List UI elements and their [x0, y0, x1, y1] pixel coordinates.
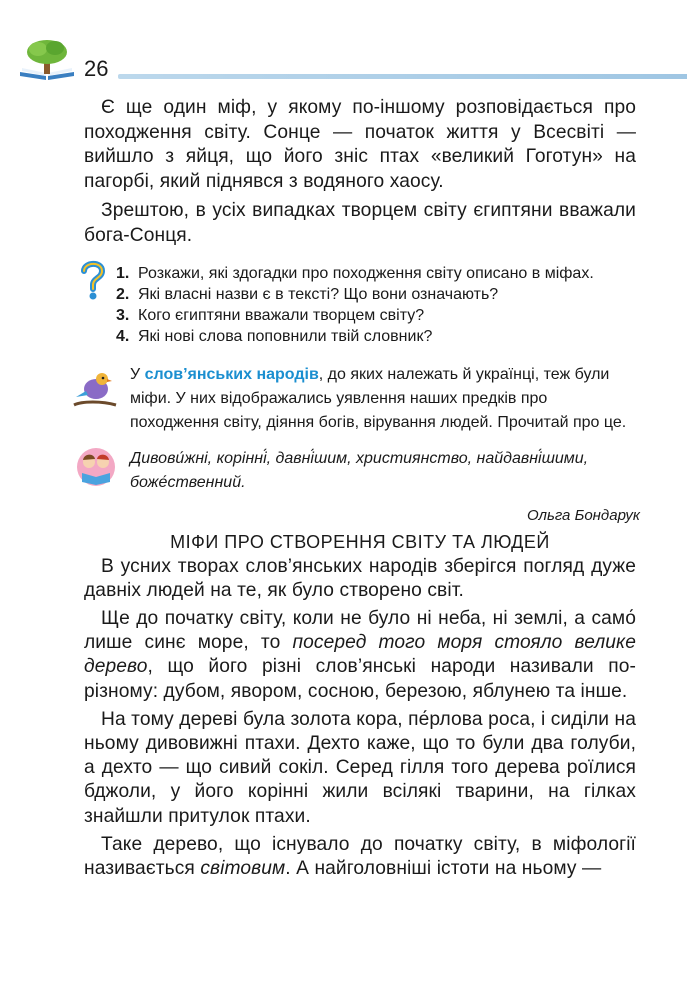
- list-item: 4. Які нові слова поповнили твій словник?: [116, 327, 433, 345]
- list-item: 1. Розкажи, які здогадки про походження світу описано в міфах.: [116, 264, 594, 282]
- questions-block: [84, 263, 636, 347]
- story-paragraph: В усних творах слов’янських народів зберігся погляд дуже давніх людей на те, як було створено світ.: [84, 555, 636, 601]
- story-title: МІФИ ПРО СТВОРЕННЯ СВІТУ ТА ЛЮДЕЙ: [170, 531, 550, 552]
- slavic-note-text: У слов’янських народів, до яких належать й українці, теж були міфи. У них відображались уявлення наших предків про походження світу, діяння богів, вірування людей. Прочитай про це.: [130, 365, 627, 431]
- dictionary-box: [84, 447, 636, 495]
- story-paragraph: Таке дерево, що існувало до початку світу, в міфології називається світовим. А найголовніші істоти на ньому —: [84, 833, 636, 879]
- story-paragraph: Ще до початку світу, коли не було ні неба, ні землі, а само́ лише синє море, то посеред того моря стояло велике дерево, що його різні слов’янські народи називали по-різному: дубом, явором, сосною, березою, яблунею та інше.: [84, 607, 636, 702]
- page-number: 26: [84, 56, 109, 81]
- intro-paragraph: Є ще один міф, у якому по-іншому розповідається про походження світу. Сонце — початок життя у Всесвіті — вийшло з яйця, що його зніс птах «великий Гоготун» на пагорбі, який піднявся з водяного хаосу.: [84, 97, 636, 192]
- reading-kids-icon: [76, 447, 116, 487]
- slavic-note: [84, 363, 636, 435]
- story: [84, 532, 636, 882]
- dictionary-words: Дивови́жні, корінні́, давні́шим, християнство, найдавні́шими, боже́ственний.: [130, 449, 589, 491]
- author-name: Ольга Бондарук: [526, 506, 640, 524]
- question-mark-icon: [76, 259, 110, 303]
- header-rule: [118, 74, 687, 79]
- book-tree-icon: [18, 38, 76, 82]
- intro-paragraph: Зрештою, в усіх випадках творцем світу єгиптяни вважали бога-Сонця.: [84, 200, 636, 246]
- list-item: 3. Кого єгиптяни вважали творцем світу?: [116, 306, 425, 324]
- bird-icon: [72, 367, 118, 411]
- slavic-peoples-link[interactable]: слов’янських народів: [144, 365, 319, 383]
- page-header: [0, 0, 687, 90]
- story-paragraph: На тому дереві була золота кора, пе́рлова роса, і сиділи на ньому дивовижні птахи. Дехто каже, що то були два голуби, а дехто — що сивий сокіл. Серед гілля того дерева роїлися бджоли, у його корінні жили всілякі тварини, на гілках знайшли притулок птахи.: [84, 708, 636, 827]
- list-item: 2. Які власні назви є в тексті? Що вони означають?: [116, 285, 499, 303]
- questions-list: [84, 263, 636, 347]
- page-content: [84, 96, 640, 881]
